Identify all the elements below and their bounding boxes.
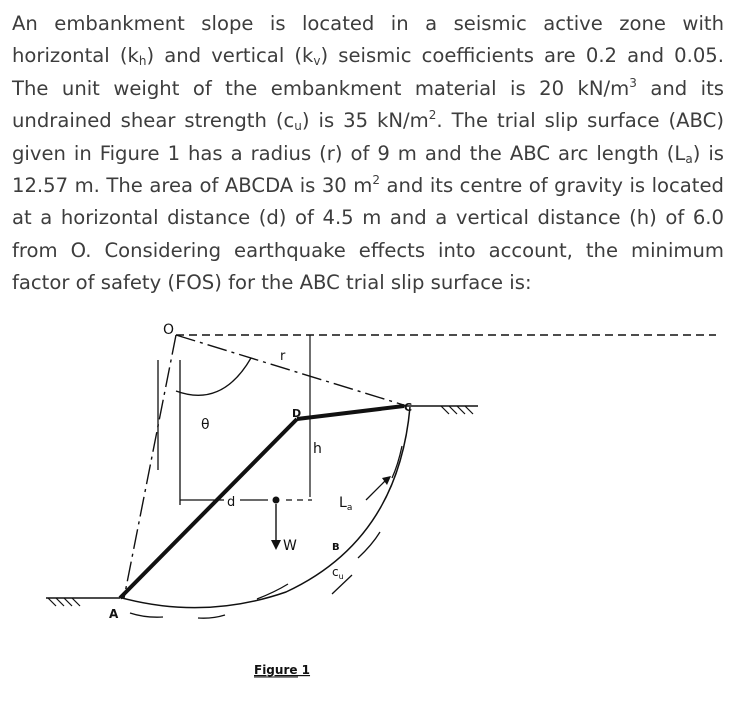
radius-line <box>176 335 407 406</box>
problem-text: ) is 35 kN/m <box>301 109 429 133</box>
weight-arrowhead <box>271 540 281 550</box>
problem-statement <box>12 8 724 300</box>
label-a-point: A <box>109 607 119 621</box>
ground-hatch-left <box>48 598 80 606</box>
label-b-point: B <box>332 542 340 553</box>
figure-caption: Figure 1 <box>254 663 311 677</box>
crest-line <box>297 406 404 419</box>
la-arrowhead <box>382 476 391 485</box>
unit-weight-superscript: 3 <box>629 75 637 90</box>
ground-hatch-right <box>441 406 473 414</box>
label-c-point: C <box>404 401 413 414</box>
centroid-marker <box>273 497 280 504</box>
radius-line-to-a <box>124 335 176 598</box>
label-d-point: D <box>292 407 302 420</box>
label-h: h <box>313 441 322 457</box>
slip-surface-arc <box>122 407 410 608</box>
la-subscript: a <box>685 151 693 166</box>
la-arrow <box>366 480 386 500</box>
cu-unit-superscript: 2 <box>428 108 437 123</box>
label-r: r <box>280 349 286 364</box>
problem-text: An embankment slope is located in a seismic active zone with horizontal (k <box>12 12 724 68</box>
label-cu: $c_u$ <box>332 565 344 581</box>
slope-face <box>120 419 297 598</box>
cu-subscript: u <box>294 119 302 134</box>
problem-text: and its centre of gravity is located at a horizontal distance (d) of 4.5 m and a vertical distance (h) of 6.0 from O. Considering earthquake effects into account, the minimum factor of safety (FOS) for the ABC trial slip surface is: <box>12 174 724 295</box>
problem-text: . The trial slip surface (ABC) given in Figure 1 has a radius (r) of 9 m and the ABC arc length (L <box>12 109 724 165</box>
label-d: d <box>227 495 236 510</box>
area-superscript: 2 <box>372 173 380 188</box>
label-w: W <box>283 538 297 554</box>
kv-subscript: v <box>313 54 321 69</box>
problem-text: and its undrained shear strength (c <box>12 76 724 133</box>
label-o: O <box>163 322 175 338</box>
arc-arrows <box>130 446 402 618</box>
label-la: $L_a$ <box>339 495 353 513</box>
label-theta: θ <box>201 417 210 433</box>
kh-subscript: h <box>138 54 147 69</box>
theta-arc <box>176 358 251 395</box>
slope-figure <box>0 300 738 708</box>
problem-text: ) is 12.57 m. The area of ABCDA is 30 m <box>12 141 724 198</box>
problem-text: ) seismic coefficients are 0.2 and 0.05. The unit weight of the embankment material is 20 kN/m <box>12 44 724 100</box>
problem-text: ) and vertical (k <box>146 44 314 68</box>
